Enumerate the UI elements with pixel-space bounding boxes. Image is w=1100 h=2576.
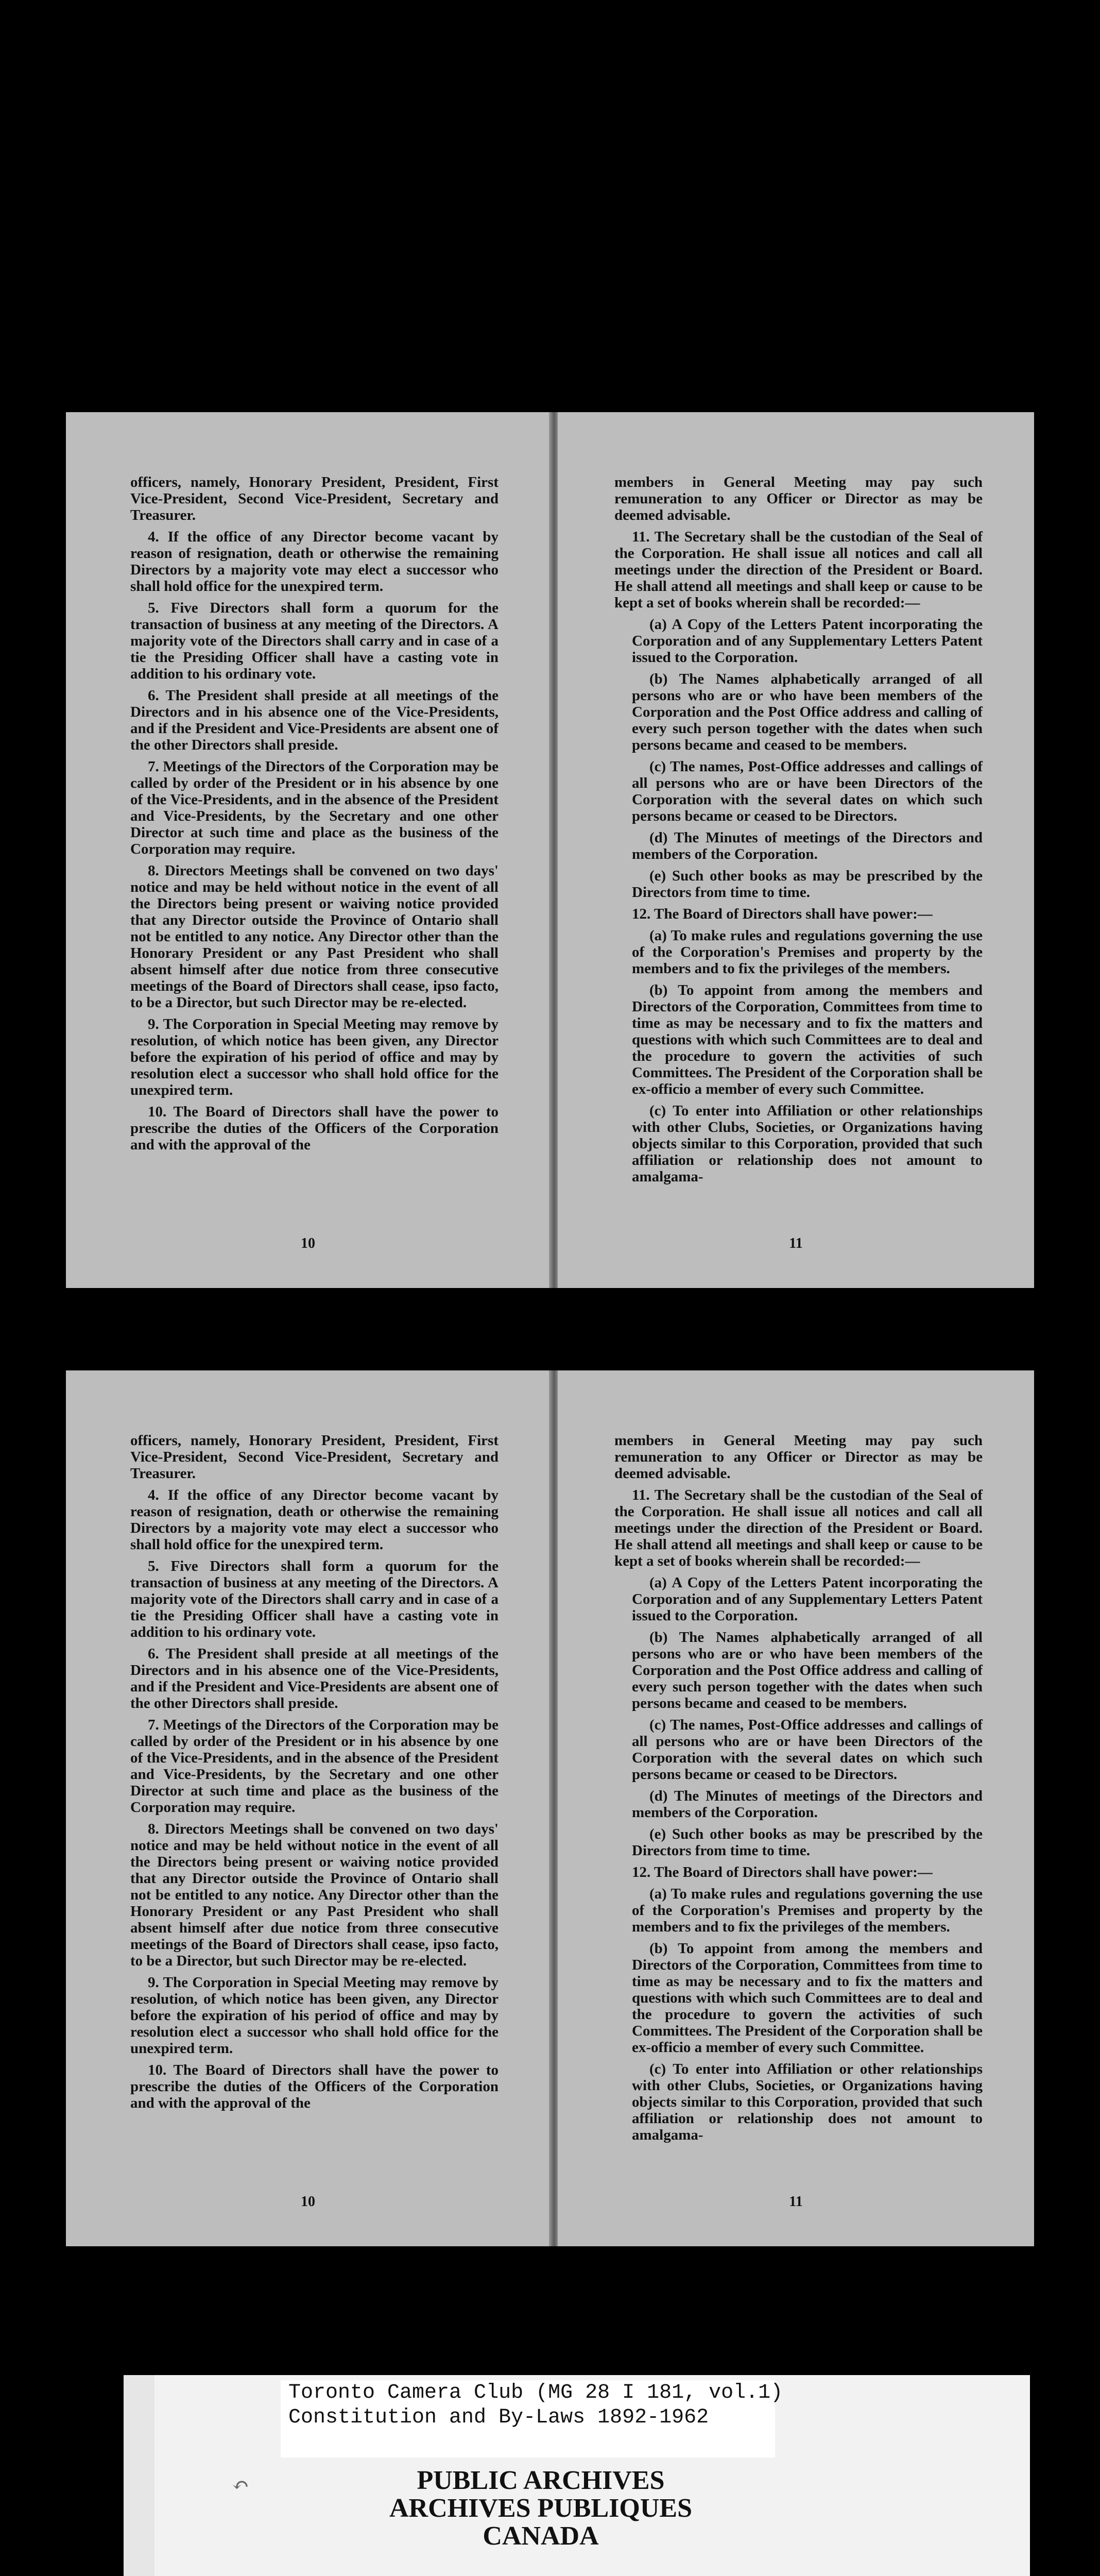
paragraph: 4. If the office of any Director become vacant by reason of resignation, death or otherwise the remaining Directors by a majority vote may elect a successor who shall hold office for the unexpired term. [130, 1487, 499, 1553]
stamp-line: ARCHIVES PUBLIQUES [389, 2494, 693, 2523]
paragraph: 10. The Board of Directors shall have the power to prescribe the duties of the Officers of the Corporation and with the approval of the [130, 1104, 499, 1153]
page-11-bottom [558, 1370, 1034, 2246]
paragraph: (b) The Names alphabetically arranged of all persons who are or who have been members of the Corporation and the Post Office address and calling of every such person together with the dates when such persons became and ceased to be members. [632, 671, 983, 753]
page-11-top [558, 412, 1034, 1288]
page-text [614, 1432, 983, 2143]
stamp-line: CANADA [483, 2521, 599, 2551]
paragraph: 9. The Corporation in Special Meeting may remove by resolution, of which notice has been given, any Director before the expiration of his period of office and may by resolution elect a successor who shall hold office for the unexpired term. [130, 1974, 499, 2057]
paragraph: (c) To enter into Affiliation or other relationships with other Clubs, Societies, or Organizations having objects similar to this Corporation, provided that such affiliation or relationship does not amount to amalgama- [632, 1103, 983, 1185]
paragraph: (a) A Copy of the Letters Patent incorporating the Corporation and of any Supplementary Letters Patent issued to the Corporation. [632, 616, 983, 666]
paragraph: (a) A Copy of the Letters Patent incorporating the Corporation and of any Supplementary Letters Patent issued to the Corporation. [632, 1574, 983, 1624]
page-text [130, 1432, 499, 2111]
paragraph: members in General Meeting may pay such remuneration to any Officer or Director as may be deemed advisable. [614, 474, 983, 523]
paragraph: (a) To make rules and regulations governing the use of the Corporation's Premises and property by the members and to fix the privileges of the members. [632, 927, 983, 977]
page-number: 10 [301, 2194, 315, 2210]
paragraph: 5. Five Directors shall form a quorum for the transaction of business at any meeting of the Directors. A majority vote of the Directors shall carry and in case of a tie the Presiding Officer shall have a casting vote in addition to his ordinary vote. [130, 1558, 499, 1640]
paragraph: 8. Directors Meetings shall be convened on two days' notice and may be held without notice in the event of all the Directors being present or waiving notice provided that any Director outside the Province of Ontario shall not be entitled to any notice. Any Director other than the Honorary President or any Past President who shall absent himself after due notice from three consecutive meetings of the Board of Directors shall cease, ipso facto, to be a Director, but such Director may be re-elected. [130, 1821, 499, 1969]
paragraph: 7. Meetings of the Directors of the Corporation may be called by order of the President or in his absence by one of the Vice-Presidents, and in the absence of the President and Vice-Presidents, by the Secretary and one other Director at such time and place as the business of the Corporation may require. [130, 1717, 499, 1816]
label-edge [124, 2375, 154, 2576]
paragraph: 6. The President shall preside at all meetings of the Directors and in his absence one of the Vice-Presidents, and if the President and Vice-Presidents are absent one of the other Directors shall preside. [130, 1646, 499, 1711]
paragraph: members in General Meeting may pay such remuneration to any Officer or Director as may be deemed advisable. [614, 1432, 983, 1482]
paragraph: 5. Five Directors shall form a quorum for the transaction of business at any meeting of the Directors. A majority vote of the Directors shall carry and in case of a tie the Presiding Officer shall have a casting vote in addition to his ordinary vote. [130, 600, 499, 682]
page-10-bottom [66, 1370, 550, 2246]
paragraph: officers, namely, Honorary President, President, First Vice-President, Second Vice-President, Secretary and Treasurer. [130, 1432, 499, 1482]
paragraph: 6. The President shall preside at all meetings of the Directors and in his absence one of the Vice-Presidents, and if the President and Vice-Presidents are absent one of the other Directors shall preside. [130, 687, 499, 753]
paragraph: 9. The Corporation in Special Meeting may remove by resolution, of which notice has been given, any Director before the expiration of his period of office and may by resolution elect a successor who shall hold office for the unexpired term. [130, 1016, 499, 1098]
paragraph: 4. If the office of any Director become vacant by reason of resignation, death or otherwise the remaining Directors by a majority vote may elect a successor who shall hold office for the unexpired term. [130, 529, 499, 595]
paragraph: (d) The Minutes of meetings of the Directors and members of the Corporation. [632, 1788, 983, 1821]
paragraph: (c) To enter into Affiliation or other relationships with other Clubs, Societies, or Organizations having objects similar to this Corporation, provided that such affiliation or relationship does not amount to amalgama- [632, 2061, 983, 2143]
paragraph: (c) The names, Post-Office addresses and callings of all persons who are or have been Directors of the Corporation with the several dates on which such persons became or ceased to be Directors. [632, 758, 983, 824]
page-10-top [66, 412, 550, 1288]
paragraph: (d) The Minutes of meetings of the Directors and members of the Corporation. [632, 829, 983, 862]
paragraph: 8. Directors Meetings shall be convened on two days' notice and may be held without notice in the event of all the Directors being present or waiving notice provided that any Director outside the Province of Ontario shall not be entitled to any notice. Any Director other than the Honorary President or any Past President who shall absent himself after due notice from three consecutive meetings of the Board of Directors shall cease, ipso facto, to be a Director, but such Director may be re-elected. [130, 862, 499, 1011]
archives-stamp [309, 2467, 772, 2550]
paragraph: (e) Such other books as may be prescribed by the Directors from time to time. [632, 868, 983, 901]
paragraph: (b) The Names alphabetically arranged of all persons who are or who have been members of the Corporation and the Post Office address and calling of every such person together with the dates when such persons became and ceased to be members. [632, 1629, 983, 1711]
paragraph: officers, namely, Honorary President, President, First Vice-President, Second Vice-President, Secretary and Treasurer. [130, 474, 499, 523]
paragraph: (e) Such other books as may be prescribed by the Directors from time to time. [632, 1826, 983, 1859]
paragraph: (a) To make rules and regulations governing the use of the Corporation's Premises and property by the members and to fix the privileges of the members. [632, 1886, 983, 1935]
paragraph: (b) To appoint from among the members and Directors of the Corporation, Committees from time to time as may be necessary and to fix the matters and questions with which such Committees are to deal and the procedure to govern the activities of such Committees. The President of the Corporation shall be ex-officio a member of every such Committee. [632, 982, 983, 1097]
paragraph: 12. The Board of Directors shall have power:— [632, 1864, 933, 1880]
paragraph: 11. The Secretary shall be the custodian of the Seal of the Corporation. He shall issue all notices and call all meetings under the direction of the President or Board. He shall attend all meetings and shall keep or cause to be kept a set of books wherein shall be recorded:— [614, 1487, 983, 1569]
collection-subtitle: Constitution and By-Laws 1892-1962 [288, 2406, 709, 2429]
stamp-line: PUBLIC ARCHIVES [417, 2466, 665, 2495]
paragraph: 7. Meetings of the Directors of the Corporation may be called by order of the President or in his absence by one of the Vice-Presidents, and in the absence of the President and Vice-Presidents, by the Secretary and one other Director at such time and place as the business of the Corporation may require. [130, 758, 499, 857]
paragraph: (b) To appoint from among the members and Directors of the Corporation, Committees from time to time as may be necessary and to fix the matters and questions with which such Committees are to deal and the procedure to govern the activities of such Committees. The President of the Corporation shall be ex-officio a member of every such Committee. [632, 1940, 983, 2056]
paragraph: 10. The Board of Directors shall have the power to prescribe the duties of the Officers of the Corporation and with the approval of the [130, 2062, 499, 2111]
page-number: 10 [301, 1235, 315, 1251]
collection-title: Toronto Camera Club (MG 28 I 181, vol.1) [288, 2381, 783, 2404]
page-text [614, 474, 983, 1185]
paragraph: 11. The Secretary shall be the custodian of the Seal of the Corporation. He shall issue all notices and call all meetings under the direction of the President or Board. He shall attend all meetings and shall keep or cause to be kept a set of books wherein shall be recorded:— [614, 529, 983, 611]
book-spread-top [66, 412, 1034, 1288]
page-text [130, 474, 499, 1153]
book-spread-bottom [66, 1370, 1034, 2246]
pen-mark-icon: ↶ [232, 2473, 249, 2497]
page-number: 11 [789, 1235, 803, 1251]
paragraph: (c) The names, Post-Office addresses and callings of all persons who are or have been Directors of the Corporation with the several dates on which such persons became or ceased to be Directors. [632, 1717, 983, 1783]
archive-label [154, 2375, 1030, 2576]
paragraph: 12. The Board of Directors shall have power:— [632, 906, 933, 922]
page-number: 11 [789, 2194, 803, 2210]
